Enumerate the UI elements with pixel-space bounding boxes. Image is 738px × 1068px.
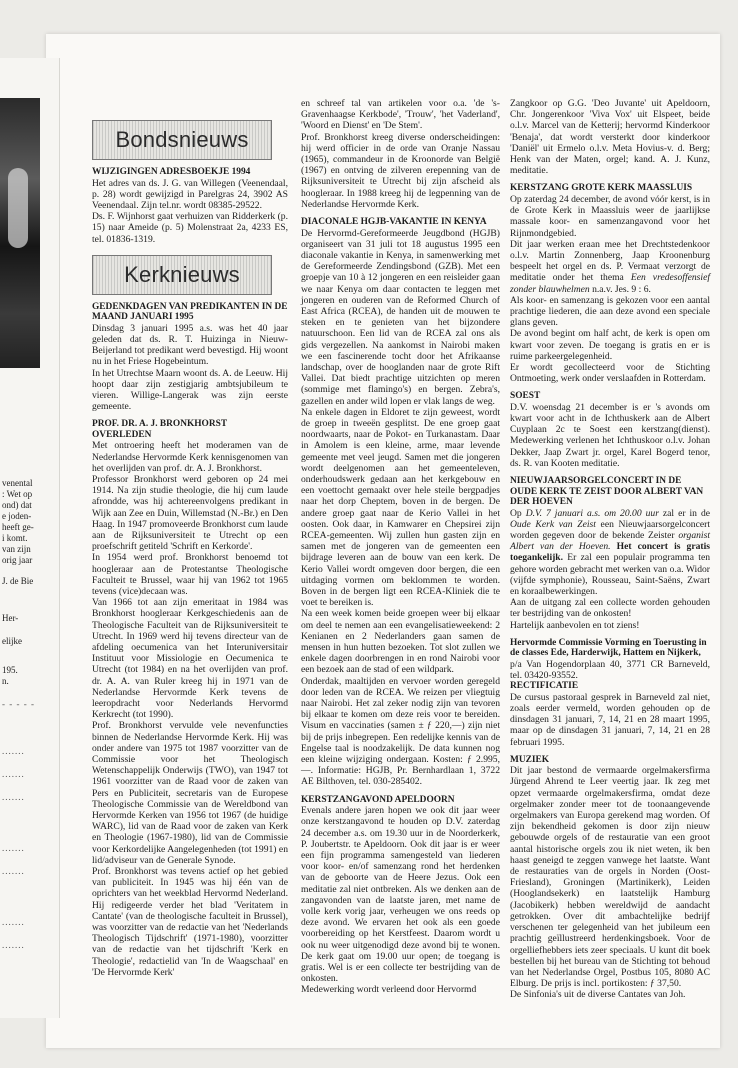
paragraph: Prof. Bronkhorst was tevens actief op het gebied van publiciteit. In 1945 was hij één van de oprichters van het weekblad Hervormd Nederland. Hij redigeerde verder het blad 'Veritatem in Cantate' (van de theologische faculteit in Brussel), was voorzitter van de redactie van het 'Nederlands Theologisch Tijdschrift' (1971-1980), voorzitter van de redactie van het tijdschrift 'Kerk en Theologie', redactielid van 'In de Waagschaal' en 'De Hervormde Kerk' <box>92 866 288 978</box>
paragraph: Het adres van ds. J. G. van Willegen (Veenendaal, p. 28) wordt gewijzigd in Parelgras 24, 3902 AS Veenendaal. Zijn tel.nr. wordt 08385-29522. <box>92 177 288 211</box>
paragraph: Dit jaar bestond de vermaarde orgelmakersfirma Jürgend Ahrend te Leer veertig jaar. Ik zeg met opzet vermaarde orgelmakersfirma, omdat deze orgelmaker zonder meer tot de toonaangevende orgelmakers van Europa gerekend mag worden. Of zijn bekendheid gekomen is door zijn nieuw gebouwde orgels of de restauratie van een groot aantal historische orgels zou ik niet weten, ik ben haast geneigd te zeggen vanwege het laatste. Want de restauraties van de orgels in Norden (Oost-Friesland), Groningen (Martinikerk), Leiden (Hooglandsekerk) en laatstelijk Hamburg (Jacobikerk) hebben wereldwijd de aandacht getrokken. Over dit ambachtelijke bedrijf verschenen ter gelegenheid van het jubileum een prachtig geïllustreerd herdenkingsboek. Voor de orgelliefhebbers iets zeer speciaals. U kunt dit boek bestellen bij het bureau van de Stichting tot behoud van het Nederlandse Orgel, Postbus 105, 8080 AC Elburg. De prijs is incl. portikosten: ƒ 37,50. <box>510 765 710 990</box>
section-title: Kerknieuws <box>124 262 240 288</box>
paragraph: Na enkele dagen in Eldoret te zijn geweest, wordt de groep in tweeën gesplitst. De ene groep gaat noordwaarts, naar de Pokot- en Turkanastam. Daar in Amolem is een kleine, arme, maar levende gemeente met veel jeugd. Samen met die jongeren wordt deelgenomen aan het gemeenteleven, onderhoudswerk gedaan aan het kerkgebouw en een voettocht gemaakt over hele steile bergpadjes naar het dorp Cheptem, boven in de bergen. De andere groep gaat naar de Kerio Vallei in het oosten. Ook daar, in Kamwarer en Chepsirei zijn RCEA-gemeenten. Wij zullen hun gasten zijn en samen met de jongeren van de gemeenten een bijdrage leveren aan de bouw van een kerk. De Kerio Vallei wordt omgeven door bergen, die een uitdaging vormen om beklommen te worden. Boven in de bergen ligt een RCEA-Kliniek die te voet te bereiken is. <box>301 406 500 609</box>
dotted-rule: ....... <box>2 866 25 876</box>
emphasis-text: D.V. 7 januari a.s. om 20.00 uur <box>525 507 659 519</box>
paragraph: Als koor- en samenzang is gekozen voor een aantal prachtige liederen, die aan deze avond een speciale glans geven. <box>510 294 710 329</box>
text-run: een Nieuwjaarsorgelconcert worden gegeven door de bekende Zeister <box>510 518 710 541</box>
paragraph: Er wordt gecollecteerd voor de Stichting Ontmoeting, werk onder verslaafden in Rotterdam. <box>510 361 710 385</box>
previous-page-edge <box>0 58 60 1018</box>
article-heading: DIACONALE HGJB-VAKANTIE IN KENYA <box>301 217 487 228</box>
paragraph: Onderdak, maaltijden en vervoer worden geregeld door leden van de RCEA. We reizen per vliegtuig naar Nairobi. Het zal zeker nodig zijn van tevoren bij elkaar te komen om deze reis voor te bereiden. Visum en vaccinaties (samen ± ƒ 220,—) zijn niet bij de prijs inbegrepen. Een redelijke kennis van de Engelse taal is noodzakelijk. De data kunnen nog een kleine wijziging ondergaan. Kosten: ƒ 2.995,—. Informatie: HGJB, Pr. Bernhardlaan 1, 3722 AE Bilthoven, tel. 030-285402. <box>301 675 500 788</box>
dotted-rule: ....... <box>2 940 25 950</box>
paragraph: Prof. Bronkhorst kreeg diverse onderscheidingen: hij werd officier in de orde van Oranje Nassau (1965), commandeur in de Kroonorde van België (1967) en ontving de zilveren erepenning van de Rijksuniversiteit te Utrecht bij zijn afscheid als hoogleraar. In 1988 kreeg hij de legpenning van de Nederlandse Hervormde Kerk. <box>301 131 500 210</box>
article-heading: GEDENKDAGEN VAN PREDIKANTEN IN DE MAAND JANUARI 1995 <box>92 301 288 323</box>
prev-line: Her- <box>2 613 19 623</box>
text-run: Op <box>510 507 526 519</box>
paragraph: Hartelijk aanbevolen en tot ziens! <box>510 619 640 631</box>
dotted-rule: ....... <box>2 843 25 853</box>
prev-line: heeft ge- <box>2 522 34 532</box>
paragraph: Prof. Bronkhorst vervulde vele nevenfuncties binnen de Nederlandse Hervormde Kerk. Hij was onder andere van 1975 tot 1987 voorzitter van de Commissie voor het Theologisch Wetenschappelijk Onderwijs (TWO), van 1947 tot 1961 voorzitter van de Raad voor de zaken van Pers en Publiciteit, secretaris van de Europese Theologische Commissie van de Wereldbond van Hervormde Kerken van 1956 tot 1967 (de huidige WARC), lid van de Raad voor de zaken van Kerk en Theologie (1967-1980), lid van de Commissie voor Kerkordelijke Aangelegenheden (tot 1991) en lid/adviseur van de Generale Synode. <box>92 720 288 866</box>
text-run: Er zal een populair programma ten gehore worden gebracht met werken van o.a. Widor (vijfde symphonie), Rousseau, Saint-Saëns, Zwart en koraalbewerkingen. <box>510 552 710 598</box>
prev-line: ond) dat <box>2 500 32 510</box>
prev-line: J. de Bie <box>2 576 34 586</box>
dotted-rule: - - - - - <box>2 699 35 709</box>
paragraph: De Hervormd-Gereformeerde Jeugdbond (HGJB) organiseert van 31 juli tot 18 augustus 1995 een diaconale vakantie in Kenya, in samenwerking met de Gereformeerde Zendingsbond (GZB). Met een groepje van 10 à 12 jongeren en een reisleider gaan we naar Kenya om daar contacten te leggen met jongeren en ouderen van de Reformed Church of East Africa (RCEA), de handen uit de mouwen te steken en te genieten van het bijzondere natuurschoon. Een lid van de RCEA zal ons als gids vergezellen. Na aankomst in Nairobi maken we een fascinerende tocht door het Afrikaanse landschap, over de hooglanden naar de grote Rift Vallei. Dat biedt prachtige uitzichten op meren (sommige met flamingo's) en bergen. Zebra's, gazellen en ander wild lopen er vlak langs de weg. <box>301 227 500 407</box>
dotted-rule: ....... <box>2 769 25 779</box>
paragraph: Dinsdag 3 januari 1995 a.s. was het 40 jaar geleden dat ds. R. T. Huizinga in Nieuw-Beijerland tot predikant werd bevestigd. Hij woont nu in het Friese Hogebeintum. <box>92 322 288 368</box>
paragraph: D.V. woensdag 21 december is er 's avonds om kwart voor acht in de Ichthuskerk aan de Albert Cuyplaan 2c te Soest een kerstzang(dienst). Medewerking verlenen het Ichthuskoor o.l.v. Johan Dekker, Jaap Zwart jr. orgel, Karel Bogerd tenor, ds. R. van Kooten meditatie. <box>510 401 710 469</box>
paragraph: p/a Van Hogendorplaan 40, 3771 CR Barneveld, tel. 03420-93552. <box>510 658 710 682</box>
prev-line: van zijn <box>2 544 31 554</box>
paragraph: Aan de uitgang zal een collecte worden gehouden ter bestrijding van de onkosten! <box>510 597 710 620</box>
paragraph: Op zaterdag 24 december, de avond vóór kerst, is in de Grote Kerk in Maassluis weer de jaarlijkse massale koor- en samenzangavond voor het Rijnmondgebied. <box>510 193 710 239</box>
emphasis-text: Oude Kerk van Zeist <box>510 518 596 530</box>
paragraph <box>510 239 710 295</box>
dotted-rule: ....... <box>2 746 25 756</box>
article-heading: NIEUWJAARSORGELCONCERT IN DE OUDE KERK TE ZEIST DOOR ALBERT VAN DER HOEVEN <box>510 476 704 508</box>
paragraph: In het Utrechtse Maarn woont ds. A. de Leeuw. Hij hoopt daar zijn zestigjarig ambtsjubileum te vieren. Willige-Langerak was zijn eerste gemeente. <box>92 367 288 413</box>
article-heading: PROF. DR. A. J. BRONKHORST OVERLEDEN <box>92 419 227 440</box>
paragraph: Na een week komen beide groepen weer bij elkaar om deel te nemen aan een evangelisatieweekend: 2 Kenianen en 2 Nederlanders gaan samen de mensen in hun hutten bezoeken. Tot slot zullen we enkele dagen doorbrengen in en rond Nairobi voor een bezoek aan de stad of een wildpark. <box>301 608 500 676</box>
bold-text: Het concert is gratis toegankelijk. <box>510 541 710 564</box>
prev-line: e joden- <box>2 511 32 521</box>
article-heading: Hervormde Commissie Vorming en Toerusting in de classes Ede, Harderwijk, Hattem en Nijkerk, <box>510 637 707 659</box>
article-heading: SOEST <box>510 391 541 402</box>
prev-line: n. <box>2 676 9 686</box>
paragraph: Ds. F. Wijnhorst gaat verhuizen van Ridderkerk (p. 15) naar Ameide (p. 5) Molenstraat 2a, 4233 ES, tel. 01836-1319. <box>92 211 288 245</box>
paragraph: Medewerking wordt verleend door Hervormd <box>301 984 477 996</box>
article-heading: MUZIEK <box>510 754 550 765</box>
paragraph <box>510 508 710 598</box>
article-heading: KERSTZANGAVOND APELDOORN <box>301 794 455 805</box>
paragraph: De avond begint om half acht, de kerk is open om kwart voor zeven. De toegang is gratis en er is ruime parkeergelegenheid. <box>510 328 710 362</box>
previous-page-text <box>2 478 60 963</box>
text-run: n.a.v. Jes. 9 : 6. <box>589 283 651 295</box>
section-title: Bondsnieuws <box>115 127 249 153</box>
previous-page-photo <box>0 98 40 368</box>
paragraph: Zangkoor op G.G. 'Deo Juvante' uit Apeldoorn, Chr. Jongerenkoor 'Viva Vox' uit Elspeet, beide o.l.v. Marcel van de Ketterij; hervormd Kinderkoor 'Benaja', dat wordt versterkt door kinderkoor 'Daniël' uit Ermelo o.l.v. Meta Hovius-v. d. Berg; Henk van der Maten, orgel; kand. A. J. Kunz, meditatie. <box>510 98 710 177</box>
paragraph: Professor Bronkhorst werd geboren op 24 mei 1914. Na zijn studie theologie, die hij cum laude afrondde, was hij achtereenvolgens predikant in Wijk aan Zee en Duin, Willemstad (N.-Br.) en Den Haag. In 1947 promoveerde Bronkhorst cum laude aan de Rijksuniversiteit te Utrecht op een proefschrift getiteld 'Schrift en Kerkorde'. <box>92 473 288 553</box>
article-heading: RECTIFICATIE <box>510 681 579 692</box>
paragraph: en schreef tal van artikelen voor o.a. 'de 's-Gravenhaagse Kerkbode', 'Trouw', 'het Vaderland', 'Woord en Dienst' en 'De Stem'. <box>301 98 500 132</box>
section-banner-bondsnieuws <box>92 120 272 160</box>
paragraph: Van 1966 tot aan zijn emeritaat in 1984 was Bronkhorst hoogleraar Kerkgeschiedenis aan de Theologische Faculteit van de Rijksuniversiteit te Utrecht. In 1969 werd hij tevens directeur van de afdeling oecumenica van het Interuniversitair Instituut voor Missiologie en Oecumenica te Utrecht (tot 1984) en na het overlijden van prof. dr. A. A. van Ruler kreeg hij in 1971 van de Nederlandse Hervormde Kerk tevens de leeropdracht voor Nederlands Hervormd Kerkrecht (tot 1990). <box>92 597 288 721</box>
column-3 <box>510 98 710 1001</box>
text-run: zal er in de <box>658 507 710 519</box>
dotted-rule: ....... <box>2 917 25 927</box>
column-1 <box>92 120 288 978</box>
prev-line: 195. <box>2 665 18 675</box>
emphasis-text: organist Albert van der Hoeven. <box>510 530 710 553</box>
prev-line: venental <box>2 478 33 488</box>
prev-line: orig jaar <box>2 555 33 565</box>
article-heading: WIJZIGINGEN ADRESBOEKJE 1994 <box>92 167 251 177</box>
text-run: Dit jaar werken eraan mee het Drechtstedenkoor o.l.v. Martin Zonnenberg, Jaap Kroonenburg bespeelt het orgel en ds. P. Vermaat verzorgt de meditatie onder het thema <box>510 238 710 284</box>
paragraph: De cursus pastoraal gesprek in Barneveld zal niet, zoals eerder vermeld, worden gehouden op de dinsdagen 31 januari, 7, 14, 21 en 28 maart 1995, maar op de dinsdagen 31 januari, 7, 14, 21 en 28 februari 1995. <box>510 691 710 748</box>
prev-line: elijke <box>2 636 22 646</box>
paragraph: In 1954 werd prof. Bronkhorst benoemd tot hoogleraar aan de Protestantse Theologische Faculteit te Brussel, waar hij van 1962 tot 1965 tevens (vice)decaan was. <box>92 552 288 597</box>
prev-line: i komt. <box>2 533 28 543</box>
paragraph: De Sinfonia's uit de diverse Cantates van Joh. <box>510 989 686 1001</box>
section-banner-kerknieuws <box>92 255 272 295</box>
column-2 <box>301 98 500 996</box>
paragraph: Met ontroering heeft het moderamen van de Nederlandse Hervormde Kerk kennisgenomen van het overlijden van prof. dr. A. J. Bronkhorst. <box>92 440 288 474</box>
prev-line: : Wet op <box>2 489 33 499</box>
article-heading: KERSTZANG GROTE KERK MAASSLUIS <box>510 183 693 194</box>
emphasis-text: Een vredesoffensief zonder blauwhelmen <box>510 272 710 295</box>
dotted-rule: ....... <box>2 792 25 802</box>
paragraph: Evenals andere jaren hopen we ook dit jaar weer onze kerstzangavond te houden op D.V. zaterdag 24 december a.s. om 19.30 uur in de Noorderkerk, P. Joubertstr. te Apeldoorn. Ook dit jaar is er weer een fijn programma samengesteld van liederen voor koor- en/of samenzang rond het herdenken van de geboorte van de Heere Jezus. Ook een meditatie zal niet ontbreken. Als we denken aan de zangavonden van de laatste jaren, met name de volle kerk vorig jaar, verheugen we ons reeds op deze avond. We ervaren het ook als een goede voorbereiding op het Kerstfeest. Daarom wordt u ook nu weer uitgenodigd deze avond bij te wonen. De kerk gaat om 19.00 uur open; de toegang is gratis. Wel is er een collecte ter bestrijding van de onkosten. <box>301 805 500 985</box>
